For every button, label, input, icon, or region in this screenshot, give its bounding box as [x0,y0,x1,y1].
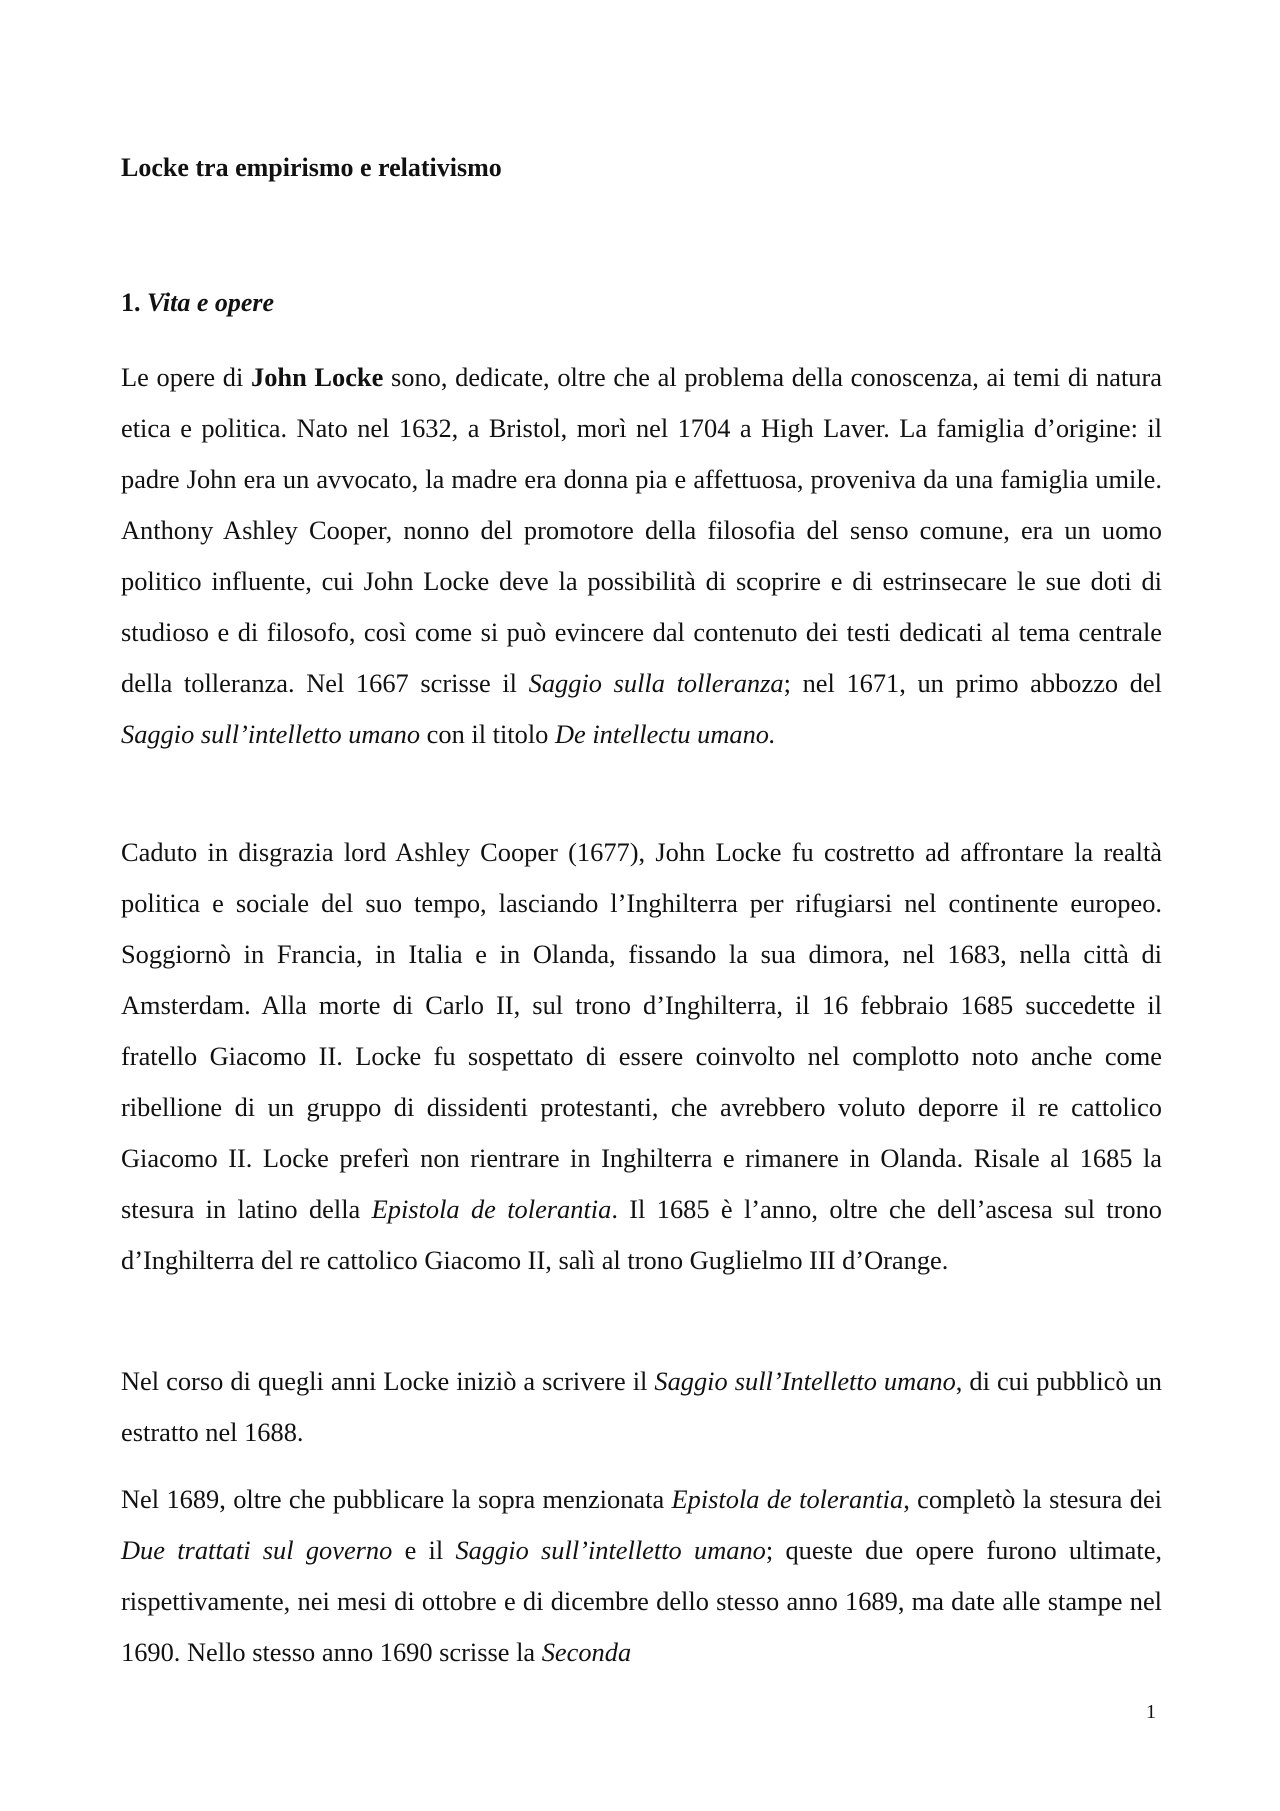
text-run: , di cui pubblicò un estratto nel 1688. [121,1366,1162,1447]
text-run: sono, dedicate, oltre che al problema della conoscenza, ai temi di natura etica e politica. Nato nel 1632, a Bristol, morì nel 1704 a High Laver. La famiglia d’origine: il padre John era un avvocato, la madre era donna pia e affettuosa, proveniva da una famiglia umile. Anthony Ashley Cooper, nonno del promotore della filosofia del senso comune, era un uomo politico influente, cui John Locke deve la possibilità di scoprire e di estrinsecare le sue doti di studioso e di filosofo, così come si può evincere dal contenuto dei testi dedicati al tema centrale della tolleranza. Nel 1667 scrisse il [121,362,1162,698]
paragraph-2 [121,827,1162,1286]
paragraph-3 [121,1356,1162,1458]
section-title: Vita e opere [147,288,275,317]
text-run: Nel 1689, oltre che pubblicare la sopra menzionata [121,1484,672,1514]
text-run: . Il 1685 è l’anno, oltre che dell’ascesa sul trono d’Inghilterra del re cattolico Giacomo II, salì al trono Guglielmo III d’Orange. [121,1194,1162,1275]
section-number: 1. [121,288,141,317]
italic-run-title: De intellectu umano. [554,719,776,749]
document-title: Locke tra empirismo e relativismo [121,153,502,182]
page-number: 1 [1146,1701,1156,1723]
text-run: Nel corso di quegli anni Locke iniziò a scrivere il [121,1366,655,1396]
italic-run-title: Saggio sull’Intelletto umano [654,1366,956,1396]
paragraph-4 [121,1474,1162,1678]
section-heading [121,285,274,321]
italic-run-title: Due trattati sul governo [121,1535,393,1565]
text-run: , completò la stesura dei [903,1484,1162,1514]
italic-run-title: Seconda [541,1637,632,1667]
text-run: Le opere di [121,362,251,392]
text-run: con il titolo [420,719,555,749]
text-run: Caduto in disgrazia lord Ashley Cooper (1677), John Locke fu costretto ad affrontare la realtà politica e sociale del suo tempo, lasciando l’Inghilterra per rifugiarsi nel continente europeo. Soggiornò in Francia, in Italia e in Olanda, fissando la sua dimora, nel 1683, nella città di Amsterdam. Alla morte di Carlo II, sul trono d’Inghilterra, il 16 febbraio 1685 succedette il fratello Giacomo II. Locke fu sospettato di essere coinvolto nel complotto noto anche come ribellione di un gruppo di dissidenti protestanti, che avrebbero voluto deporre il re cattolico Giacomo II. Locke preferì non rientrare in Inghilterra e rimanere in Olanda. Risale al 1685 la stesura in latino della [121,837,1162,1224]
text-run: e il [392,1535,456,1565]
italic-run-title: Saggio sulla tolleranza [528,668,784,698]
italic-run-title: Saggio sull’intelletto umano [455,1535,766,1565]
italic-run-title: Saggio sull’intelletto umano [121,719,421,749]
italic-run-title: Epistola de tolerantia [371,1194,612,1224]
italic-run-title: Epistola de tolerantia [671,1484,904,1514]
text-run: ; nel 1671, un primo abbozzo del [783,668,1162,698]
text-run: ; queste due opere furono ultimate, rispettivamente, nei mesi di ottobre e di dicembre dello stesso anno 1689, ma date alle stampe nel 1690. Nello stesso anno 1690 scrisse la [121,1535,1163,1667]
bold-run-author: John Locke [251,362,384,392]
paragraph-1 [121,352,1162,760]
